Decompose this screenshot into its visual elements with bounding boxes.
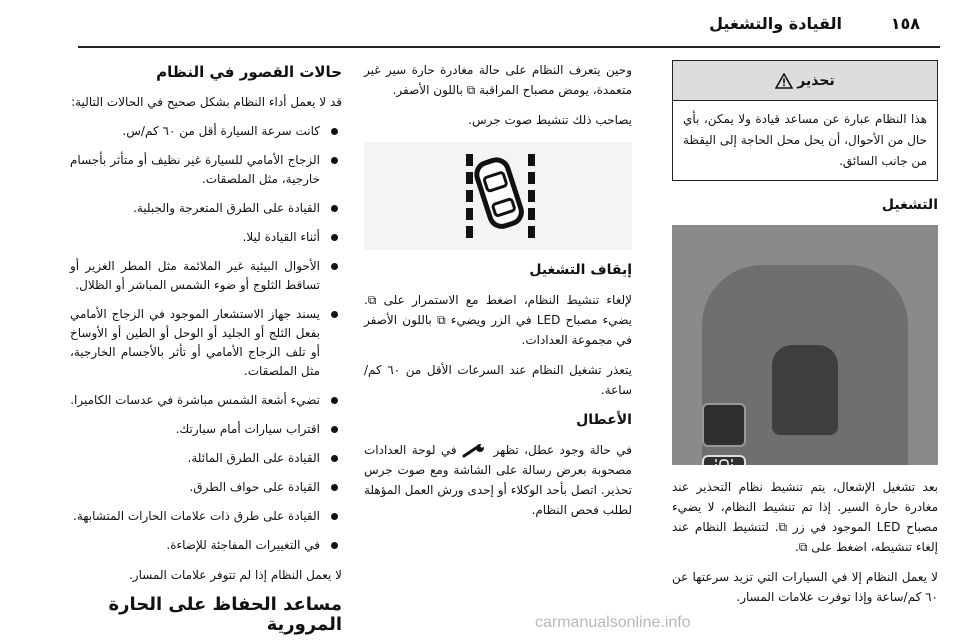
section-title-faults: الأعطال xyxy=(576,412,632,428)
section-title-operation: التشغيل xyxy=(881,197,938,213)
faults-paragraph xyxy=(364,440,632,520)
gear-lever-shape xyxy=(772,345,838,435)
watermark: carmanualsonline.info xyxy=(535,614,691,631)
list-item: يسند جهاز الاستشعار الموجود في الزجاج الأمامي بفعل الثلج أو الجليد أو الوحل أو الطين أو الأوساخ أو تلف الزجاج الأمامي أو تأثر بالأجسام الخارجية، مثل الملصقات. xyxy=(70,305,342,381)
page-number: ١٥٨ xyxy=(890,14,920,33)
limitations-list xyxy=(70,122,342,555)
middle-paragraph-1: وحين يتعرف النظام على حالة مغادرة حارة سير غير متعمدة، يومض مصباح المراقبة ⧉ باللون الأصفر. xyxy=(364,63,632,97)
operation-paragraph-1: بعد تشغيل الإشعال، يتم تنشيط نظام التحذير عند مغادرة حارة السير. إذا تم تنشيط النظام، لا يضيء مصباح LED الموجود في زر ⧉. لتنشيط النظام عند إلغاء تنشيطه، اضغط على ⧉. xyxy=(672,480,938,554)
middle-paragraph-2: يصاحب ذلك تنشيط صوت جرس. xyxy=(468,113,632,127)
header-rule xyxy=(78,46,940,48)
list-item: القيادة على الطرق المائلة. xyxy=(70,449,342,468)
lane-car-icon xyxy=(713,458,735,465)
limitations-title: حالات القصور في النظام xyxy=(156,63,342,81)
console-photo xyxy=(672,225,938,465)
lane-departure-icon-figure xyxy=(364,142,632,250)
list-item: كانت سرعة السيارة أقل من ٦٠ كم/س. xyxy=(70,122,342,141)
column-middle xyxy=(364,60,632,530)
column-right xyxy=(672,60,938,617)
warning-box xyxy=(672,60,938,181)
column-left xyxy=(70,60,342,642)
off-paragraph-2: يتعذر تشغيل النظام عند السرعات الأقل من ٦٠ كم/ساعة. xyxy=(364,363,633,397)
off-paragraph-1: لإلغاء تنشيط النظام، اضغط مع الاستمرار على ⧉. يضيء مصباح LED في الزر ويضيء ⧉ باللون الأصفر في مجموعة العدادات. xyxy=(364,293,632,347)
list-item: في التغييرات المفاجئة للإضاءة. xyxy=(70,536,342,555)
operation-paragraph-2: لا يعمل النظام إلا في السيارات التي تزيد سرعتها عن ٦٠ كم/ساعة وإذا توفرت علامات المسار. xyxy=(672,570,938,604)
page-header xyxy=(78,14,940,40)
list-item: القيادة على حواف الطرق. xyxy=(70,478,342,497)
list-item: اقتراب سيارات أمام سيارتك. xyxy=(70,420,342,439)
list-item: تضيء أشعة الشمس مباشرة في عدسات الكاميرا. xyxy=(70,391,342,410)
limitations-intro: قد لا يعمل أداء النظام بشكل صحيح في الحالات التالية: xyxy=(71,95,342,109)
limitations-note: لا يعمل النظام إذا لم تتوفر علامات المسار. xyxy=(128,568,342,582)
list-item: أثناء القيادة ليلا. xyxy=(70,228,342,247)
faults-text-b: في لوحة العدادات مصحوبة بعرض رسالة على الشاشة ومع صوت جرس تحذير. اتصل بأحد الوكلاء أو إحدى ورش العمل المؤهلة لطلب فحص النظام. xyxy=(364,443,632,517)
lane-keep-assist-title: مساعد الحفاظ على الحارة المرورية xyxy=(108,594,342,635)
console-button xyxy=(702,403,746,447)
chapter-title: القيادة والتشغيل xyxy=(709,14,842,33)
list-item: الأحوال البيئية غير الملائمة مثل المطر الغزير أو تساقط الثلوج أو ضوء الشمس المباشر أو الظلال. xyxy=(70,257,342,295)
list-item: القيادة على الطرق المتعرجة والجبلية. xyxy=(70,199,342,218)
faults-text-a: في حالة وجود عطل، تظهر xyxy=(493,443,632,457)
list-item: القيادة على طرق ذات علامات الحارات المتشابهة. xyxy=(70,507,342,526)
warning-title: تحذير xyxy=(797,72,835,89)
section-title-off: إيقاف التشغيل xyxy=(529,262,632,278)
warning-header xyxy=(673,61,937,101)
warning-text: هذا النظام عبارة عن مساعد قيادة ولا يمكن، بأي حال من الأحوال، أن يحل محل الحاجة إلى اليقظة من جانب السائق. xyxy=(683,112,927,168)
wrench-icon xyxy=(462,444,488,458)
warning-triangle-icon xyxy=(775,73,793,89)
lane-departure-car-icon xyxy=(428,148,568,244)
lane-departure-off-button xyxy=(702,455,746,465)
list-item: الزجاج الأمامي للسيارة غير نظيف أو متأثر بأجسام خارجية، مثل الملصقات. xyxy=(70,151,342,189)
